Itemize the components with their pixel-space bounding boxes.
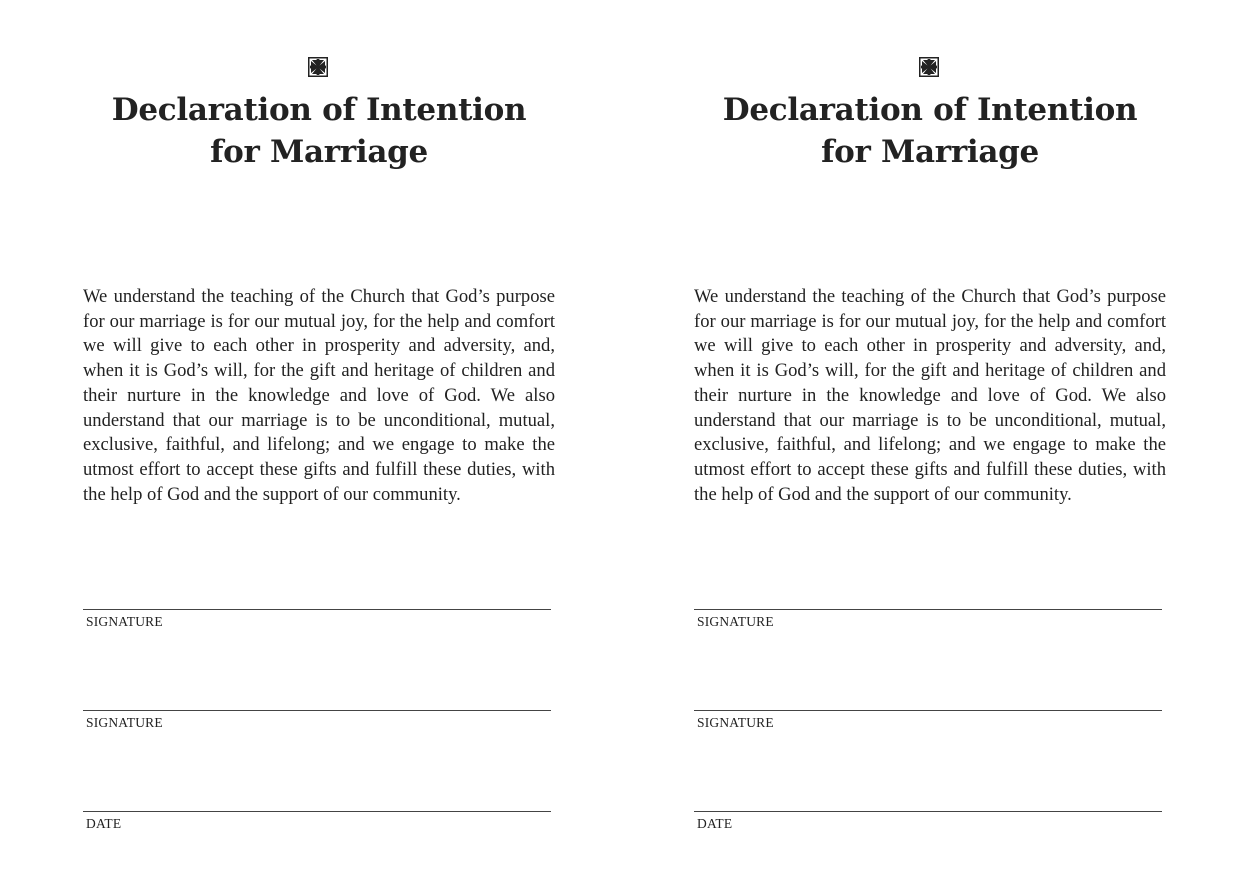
- date-label: DATE: [86, 816, 122, 831]
- cross-pattee-icon: [308, 57, 328, 77]
- signature-line[interactable]: [83, 710, 551, 711]
- signature-line[interactable]: [694, 609, 1162, 610]
- page-title: [83, 89, 555, 173]
- page-title: [694, 89, 1166, 173]
- title-line-2: for Marriage: [210, 134, 428, 170]
- date-field[interactable]: [83, 811, 551, 832]
- signature-line[interactable]: [83, 609, 551, 610]
- date-label: DATE: [697, 816, 733, 831]
- signature-line[interactable]: [694, 710, 1162, 711]
- signature-field-2[interactable]: [694, 710, 1162, 731]
- cross-pattee-icon: [919, 57, 939, 77]
- signature-label: SIGNATURE: [86, 614, 163, 629]
- signature-label: SIGNATURE: [697, 614, 774, 629]
- declaration-text: We understand the teaching of the Church that God’s purpose for our marriage is for our mutual joy, for the help and comfort we will give to each other in prosperity and adversity, and, when it is God’s will, for the gift and heritage of children and their nurture in the knowledge and love of God. We also understand that our marriage is to be unconditional, mutual, exclusive, faithful, and lifelong; and we engage to make the utmost effort to accept these gifts and fulfill these duties, with the help of God and the support of our community.: [83, 286, 555, 505]
- title-line-1: Declaration of Intention: [111, 92, 527, 128]
- title-line-1: Declaration of Intention: [722, 92, 1138, 128]
- signature-label: SIGNATURE: [697, 715, 774, 730]
- signature-label: SIGNATURE: [86, 715, 163, 730]
- signature-field-1[interactable]: [83, 609, 551, 630]
- signature-field-1[interactable]: [694, 609, 1162, 630]
- declaration-text: We understand the teaching of the Church that God’s purpose for our marriage is for our mutual joy, for the help and comfort we will give to each other in prosperity and adversity, and, when it is God’s will, for the gift and heritage of children and their nurture in the knowledge and love of God. We also understand that our marriage is to be unconditional, mutual, exclusive, faithful, and lifelong; and we engage to make the utmost effort to accept these gifts and fulfill these duties, with the help of God and the support of our community.: [694, 286, 1166, 505]
- declaration-card-right: [694, 0, 1166, 894]
- date-field[interactable]: [694, 811, 1162, 832]
- date-line[interactable]: [83, 811, 551, 812]
- declaration-card-left: [83, 0, 555, 894]
- title-line-2: for Marriage: [821, 134, 1039, 170]
- date-line[interactable]: [694, 811, 1162, 812]
- signature-field-2[interactable]: [83, 710, 551, 731]
